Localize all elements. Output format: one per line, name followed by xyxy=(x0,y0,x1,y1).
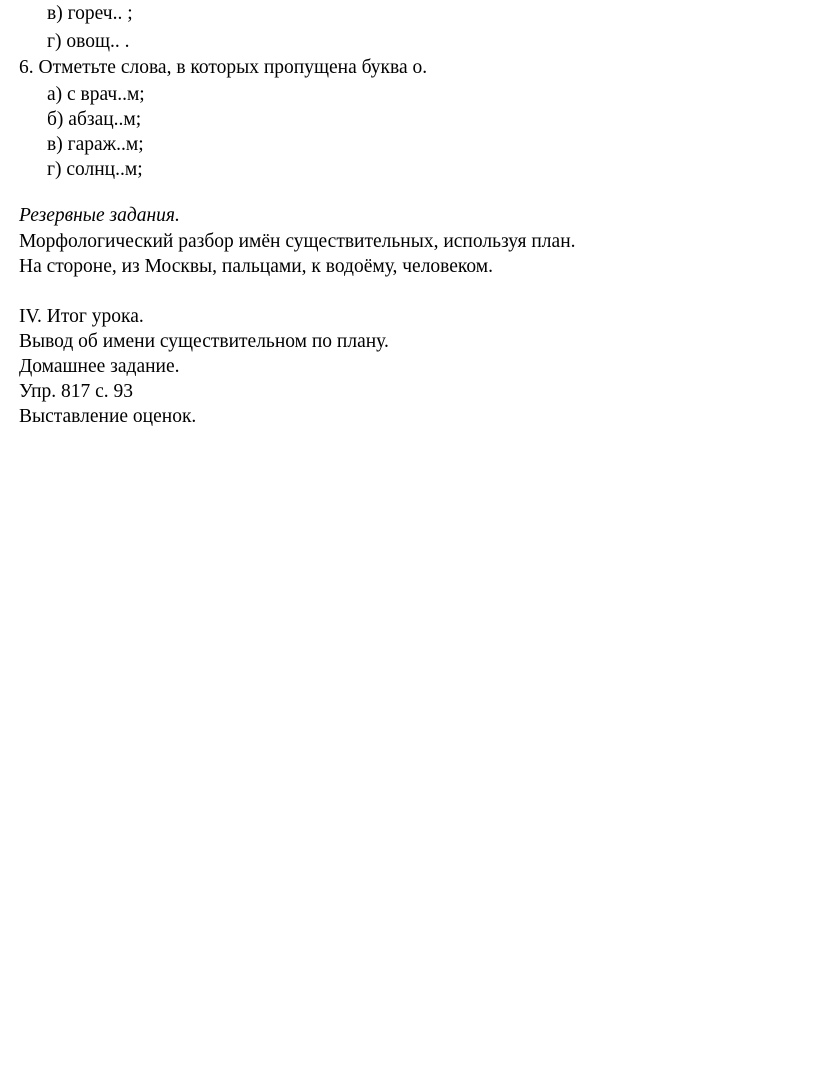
option-g-prev: г) овощ.. . xyxy=(47,31,130,52)
homework-label: Домашнее задание. xyxy=(19,356,180,377)
summary-conclusion: Вывод об имени существительном по плану. xyxy=(19,331,389,352)
reserve-task: Морфологический разбор имён существительных, используя план. xyxy=(19,231,576,252)
question-6-option-b: б) абзац..м; xyxy=(47,109,142,130)
summary-heading: IV. Итог урока. xyxy=(19,306,144,327)
question-6-option-v: в) гараж..м; xyxy=(47,134,144,155)
reserve-words: На стороне, из Москвы, пальцами, к водоёму, человеком. xyxy=(19,256,494,277)
option-v-prev: в) гореч.. ; xyxy=(47,3,133,24)
question-6-option-a: а) с врач..м; xyxy=(47,84,145,105)
grading-text: Выставление оценок. xyxy=(19,406,197,427)
homework-text: Упр. 817 с. 93 xyxy=(19,381,134,402)
question-6-text: 6. Отметьте слова, в которых пропущена буква о. xyxy=(19,57,428,78)
reserve-heading: Резервные задания. xyxy=(19,205,180,226)
question-6-option-g: г) солнц..м; xyxy=(47,159,143,180)
